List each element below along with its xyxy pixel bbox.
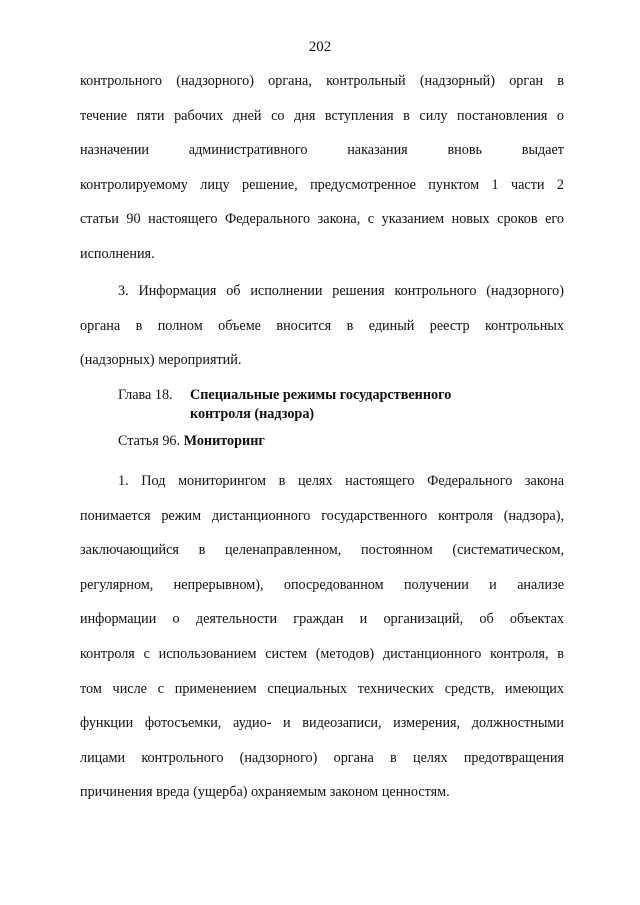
text-line: 3. Информация об исполнении решения контрольного (надзорного): [118, 283, 564, 299]
text-line: контроля с использованием систем (методов) дистанционного контроля, в: [80, 645, 564, 662]
page-number: 202: [308, 39, 332, 55]
text-line: исполнения.: [80, 245, 155, 262]
text-line: том числе с применением специальных технических средств, имеющих: [80, 680, 564, 697]
article-title: Мониторинг: [183, 433, 265, 449]
text-line: заключающийся в целенаправленном, постоянном (систематическом,: [80, 542, 564, 559]
text-line: органа в полном объеме вносится в единый реестр контрольных: [80, 317, 564, 334]
text-line: 1. Под мониторингом в целях настоящего Федерального закона: [118, 473, 564, 489]
text-line: назначении административного наказания вновь выдает: [80, 142, 564, 159]
text-line: контролируемому лицу решение, предусмотренное пунктом 1 части 2: [80, 176, 564, 193]
text-line: течение пяти рабочих дней со дня вступления в силу постановления о: [80, 107, 564, 124]
text-line: понимается режим дистанционного государственного контроля (надзора),: [80, 507, 564, 524]
article-label: Статья 96.: [118, 433, 181, 449]
text-line: регулярном, непрерывном), опосредованном получении и анализе: [80, 576, 564, 593]
text-line: лицами контрольного (надзорного) органа в целях предотвращения: [80, 749, 564, 766]
text-line: причинения вреда (ущерба) охраняемым законом ценностям.: [80, 784, 450, 801]
text-line: функции фотосъемки, аудио- и видеозаписи, измерения, должностными: [80, 715, 564, 732]
chapter-title-line: контроля (надзора): [190, 406, 315, 422]
text-line: (надзорных) мероприятий.: [80, 352, 242, 369]
article-heading: [118, 432, 265, 451]
chapter-label: Глава 18.: [118, 387, 173, 403]
text-line: контрольного (надзорного) органа, контрольный (надзорный) орган в: [80, 73, 564, 89]
text-line: статьи 90 настоящего Федерального закона, с указанием новых сроков его: [80, 211, 564, 228]
chapter-title-line: Специальные режимы государственного: [190, 387, 452, 403]
paragraph-1: [80, 464, 564, 810]
text-line: информации о деятельности граждан и организаций, об объектах: [80, 611, 564, 628]
chapter-title: [190, 386, 451, 424]
continued-paragraph: [80, 64, 564, 272]
paragraph-3: [80, 274, 564, 378]
